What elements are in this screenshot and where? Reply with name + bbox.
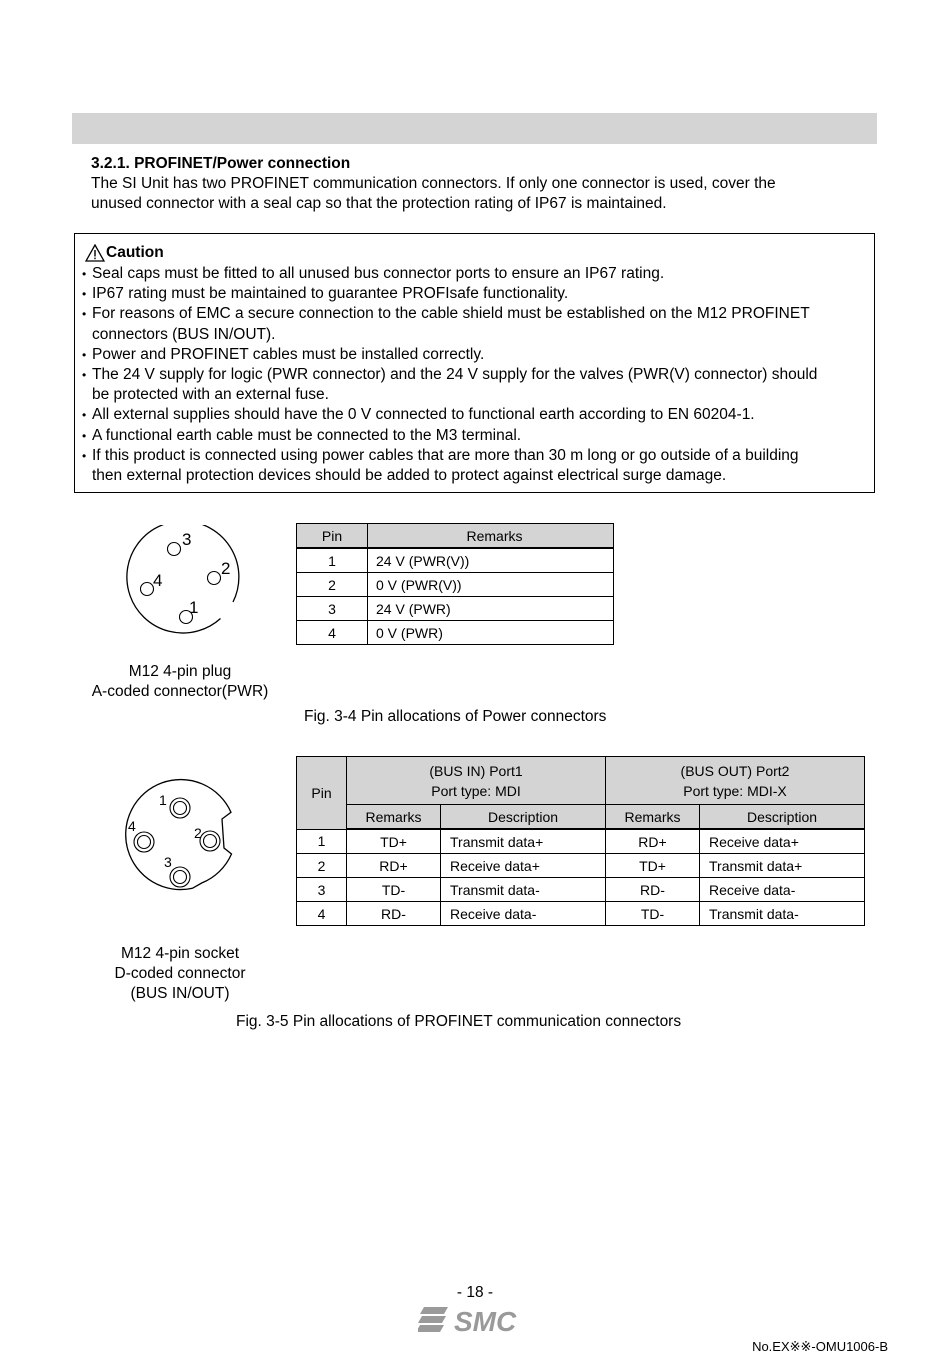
port1-header-line: (BUS IN) Port1	[429, 762, 523, 779]
table-row	[297, 597, 614, 621]
port2-header	[606, 757, 865, 805]
caution-item	[82, 365, 872, 405]
pin-header: Pin	[297, 524, 368, 549]
remarks-cell: 24 V (PWR(V))	[368, 548, 614, 573]
caution-item	[82, 284, 872, 304]
table-row	[297, 902, 865, 926]
caption-line: D-coded connector	[114, 965, 246, 982]
caution-item-line	[82, 365, 872, 385]
warning-triangle-icon	[85, 244, 105, 262]
remarks-cell: 0 V (PWR(V))	[368, 573, 614, 597]
pin-label: 2	[221, 559, 231, 578]
remarks-cell: 24 V (PWR)	[368, 597, 614, 621]
port1-description-cell: Transmit data-	[441, 878, 606, 902]
pin-label: 4	[128, 818, 136, 834]
caution-item-text: be protected with an external fuse.	[92, 386, 329, 404]
bullet-icon: •	[82, 287, 87, 302]
table-group-header-row	[297, 757, 865, 805]
port1-header	[347, 757, 606, 805]
indent-spacer	[82, 325, 92, 345]
pin-label: 4	[153, 571, 163, 590]
port1-remarks-cell: RD+	[347, 854, 441, 878]
pin-4	[138, 836, 151, 849]
m12-4pin-socket-diagram	[112, 776, 248, 901]
caution-item	[82, 345, 872, 365]
port2-description-cell: Receive data-	[700, 878, 865, 902]
document-number: No.EX※※-OMU1006-B	[752, 1339, 888, 1354]
caution-item-text: Seal caps must be fitted to all unused bus connector ports to ensure an IP67 rating.	[92, 265, 665, 282]
table-row	[297, 878, 865, 902]
caution-item-line	[82, 446, 872, 466]
pin-2	[204, 835, 217, 848]
table-header-row	[297, 524, 614, 549]
m12-4pin-plug-diagram	[110, 525, 250, 650]
table-row	[297, 829, 865, 854]
caption-line: A-coded connector(PWR)	[91, 683, 269, 700]
caution-label: Caution	[106, 244, 164, 261]
pin-cell: 2	[297, 854, 347, 878]
pin-label: 3	[164, 854, 172, 870]
remarks-cell: 0 V (PWR)	[368, 621, 614, 645]
pin-cell: 1	[297, 548, 368, 573]
caption-line: (BUS IN/OUT)	[130, 985, 230, 1002]
table-row	[297, 548, 614, 573]
intro-line: unused connector with a seal cap so that the protection rating of IP67 is maintained.	[91, 195, 667, 212]
caution-list	[82, 264, 872, 486]
caution-item-text: All external supplies should have the 0 V connected to functional earth according to EN 60204-1.	[92, 406, 755, 424]
caution-item	[82, 304, 872, 344]
caution-title	[85, 243, 164, 263]
caution-item-text: For reasons of EMC a secure connection to the cable shield must be established on the M12 PROFINET	[92, 305, 810, 323]
bullet-icon: •	[82, 428, 87, 443]
figure-caption-3-5: Fig. 3-5 Pin allocations of PROFINET communication connectors	[236, 1013, 682, 1030]
smc-logo-text: SMC	[454, 1306, 517, 1337]
page-number: - 18 -	[456, 1284, 494, 1301]
caption-line: M12 4-pin plug	[128, 663, 232, 680]
table-row	[297, 854, 865, 878]
caution-item	[82, 264, 872, 284]
caution-item-text: Power and PROFINET cables must be installed correctly.	[92, 345, 485, 363]
caution-item-line	[82, 405, 872, 425]
section-heading: 3.2.1. PROFINET/Power connection	[91, 155, 351, 172]
connector-outline	[126, 780, 232, 890]
bullet-icon: •	[82, 408, 87, 423]
bullet-icon: •	[82, 267, 87, 281]
description-header: Description	[700, 805, 865, 830]
caution-item-line	[82, 325, 872, 345]
port2-remarks-cell: RD-	[606, 878, 700, 902]
caution-item-text: then external protection devices should be added to protect against electrical surge damage.	[92, 467, 727, 485]
caution-item-text: The 24 V supply for logic (PWR connector) and the 24 V supply for the valves (PWR(V) connector) should	[92, 366, 818, 384]
power-pin-table	[296, 523, 614, 645]
section-header-band	[72, 113, 877, 144]
figure-caption-3-4: Fig. 3-4 Pin allocations of Power connectors	[304, 708, 607, 725]
port2-remarks-cell: RD+	[606, 829, 700, 854]
pin-cell: 3	[297, 597, 368, 621]
intro-paragraph	[91, 174, 861, 214]
indent-spacer	[82, 466, 92, 486]
pin-label: 1	[159, 792, 167, 808]
caution-item-text: IP67 rating must be maintained to guarantee PROFIsafe functionality.	[92, 285, 569, 303]
port2-header-line: Port type: MDI-X	[683, 782, 787, 799]
port1-description-cell: Transmit data+	[441, 829, 606, 854]
pin-header: Pin	[297, 757, 347, 830]
caution-item	[82, 426, 872, 446]
port2-remarks-cell: TD+	[606, 854, 700, 878]
port2-header-line: (BUS OUT) Port2	[680, 762, 790, 779]
port1-description-cell: Receive data-	[441, 902, 606, 926]
bullet-icon: •	[82, 448, 87, 463]
port1-remarks-cell: TD-	[347, 878, 441, 902]
pin-cell: 1	[297, 829, 347, 854]
caption-line: M12 4-pin socket	[120, 945, 240, 962]
port2-remarks-cell: TD-	[606, 902, 700, 926]
remarks-header: Remarks	[347, 805, 441, 830]
pin-2	[208, 572, 221, 585]
caution-item-line	[82, 264, 872, 284]
pin-cell: 4	[297, 902, 347, 926]
caution-item	[82, 405, 872, 425]
bullet-icon: •	[82, 307, 87, 322]
pin-label: 1	[189, 598, 199, 617]
smc-logo-mark	[418, 1307, 448, 1332]
caution-item-line	[82, 426, 872, 446]
port2-description-cell: Transmit data-	[700, 902, 865, 926]
pin-label: 2	[194, 825, 202, 841]
port1-header-line: Port type: MDI	[431, 782, 521, 799]
caution-item-line	[82, 345, 872, 365]
indent-spacer	[82, 385, 92, 405]
caution-item-text: connectors (BUS IN/OUT).	[92, 325, 276, 343]
port1-remarks-cell: TD+	[347, 829, 441, 854]
caution-item-line	[82, 385, 872, 405]
description-header: Description	[441, 805, 606, 830]
caution-item-line	[82, 304, 872, 324]
port1-description-cell: Receive data+	[441, 854, 606, 878]
remarks-header: Remarks	[368, 524, 614, 549]
pin-4	[141, 583, 154, 596]
pin-3	[168, 543, 181, 556]
port2-description-cell: Transmit data+	[700, 854, 865, 878]
caution-item	[82, 446, 872, 486]
pin-cell: 2	[297, 573, 368, 597]
intro-line: The SI Unit has two PROFINET communication connectors. If only one connector is used, cover the	[91, 175, 776, 192]
caution-box	[74, 233, 875, 493]
smc-logo	[418, 1303, 530, 1337]
caution-item-line	[82, 284, 872, 304]
port2-description-cell: Receive data+	[700, 829, 865, 854]
pin-cell: 4	[297, 621, 368, 645]
table-subheader-row	[297, 805, 865, 830]
remarks-header: Remarks	[606, 805, 700, 830]
table-row	[297, 621, 614, 645]
pin-label: 3	[182, 530, 192, 549]
bullet-icon: •	[82, 368, 87, 383]
pin-cell: 3	[297, 878, 347, 902]
pin-3	[174, 871, 187, 884]
profinet-connector-caption	[80, 944, 280, 1004]
caution-item-text: If this product is connected using power cables that are more than 30 m long or go outside of a building	[92, 446, 799, 464]
caution-item-text: A functional earth cable must be connected to the M3 terminal.	[92, 426, 522, 444]
profinet-pin-table	[296, 756, 865, 926]
bullet-icon: •	[82, 347, 87, 362]
port1-remarks-cell: RD-	[347, 902, 441, 926]
power-connector-caption	[80, 662, 280, 702]
caution-item-line	[82, 466, 872, 486]
table-row	[297, 573, 614, 597]
pin-1	[174, 802, 187, 815]
